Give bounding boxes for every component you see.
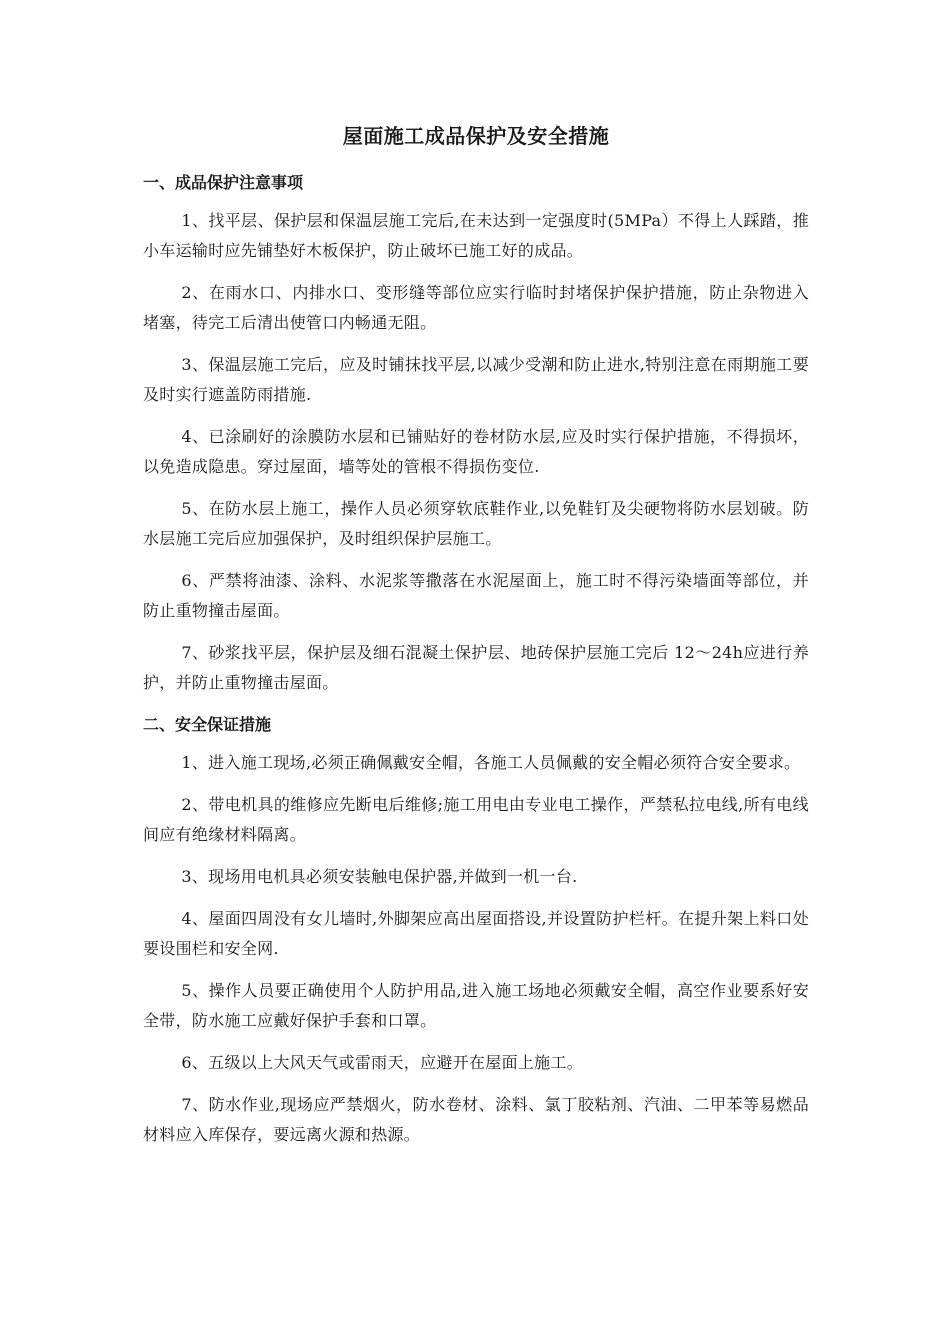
paragraph: 3、保温层施工完后，应及时铺抹找平层,以减少受潮和防止进水,特别注意在雨期施工要及时实行遮盖防雨措施. xyxy=(143,355,809,404)
paragraph: 6、五级以上大风天气或雷雨天，应避开在屋面上施工。 xyxy=(181,1053,584,1072)
page-title: 屋面施工成品保护及安全措施 xyxy=(342,124,610,148)
paragraph: 7、砂浆找平层，保护层及细石混凝土保护层、地砖保护层施工完后 12～24h应进行养护，并防止重物撞击屋面。 xyxy=(143,643,809,692)
paragraph: 4、屋面四周没有女儿墙时,外脚架应高出屋面搭设,并设置防护栏杆。在提升架上料口处要设围栏和安全网. xyxy=(143,909,809,958)
paragraph: 5、在防水层上施工，操作人员必须穿软底鞋作业,以免鞋钉及尖硬物将防水层划破。防水层施工完后应加强保护，及时组织保护层施工。 xyxy=(143,499,809,548)
section-heading: 一、成品保护注意事项 xyxy=(143,173,304,192)
paragraph: 3、现场用电机具必须安装触电保护器,并做到一机一台. xyxy=(181,867,578,886)
document-page xyxy=(143,118,809,1162)
paragraph: 1、进入施工现场,必须正确佩戴安全帽，各施工人员佩戴的安全帽必须符合安全要求。 xyxy=(181,753,801,772)
paragraph: 6、严禁将油漆、涂料、水泥浆等撒落在水泥屋面上，施工时不得污染墙面等部位，并防止重物撞击屋面。 xyxy=(143,571,809,620)
paragraph: 7、防水作业,现场应严禁烟火，防水卷材、涂料、氯丁胶粘剂、汽油、二甲苯等易燃品材料应入库保存，要远离火源和热源。 xyxy=(143,1095,809,1144)
section-product-protection xyxy=(143,168,809,698)
paragraph: 1、找平层、保护层和保温层施工完后,在未达到一定强度时(5MPa）不得上人踩踏，推小车运输时应先铺垫好木板保护，防止破坏已施工好的成品。 xyxy=(143,211,809,260)
paragraph: 4、已涂刷好的涂膜防水层和已铺贴好的卷材防水层,应及时实行保护措施，不得损坏，以免造成隐患。穿过屋面，墙等处的管根不得损伤变位. xyxy=(143,427,809,476)
paragraph: 2、带电机具的维修应先断电后维修;施工用电由专业电工操作，严禁私拉电线,所有电线间应有绝缘材料隔离。 xyxy=(143,795,809,844)
section-safety-measures xyxy=(143,710,809,1150)
paragraph: 2、在雨水口、内排水口、变形缝等部位应实行临时封堵保护保护措施，防止杂物进入堵塞，待完工后清出使管口内畅通无阻。 xyxy=(143,283,809,332)
paragraph: 5、操作人员要正确使用个人防护用品,进入施工场地必须戴安全帽，高空作业要系好安全带，防水施工应戴好保护手套和口罩。 xyxy=(143,981,809,1030)
section-heading: 二、安全保证措施 xyxy=(143,715,272,734)
